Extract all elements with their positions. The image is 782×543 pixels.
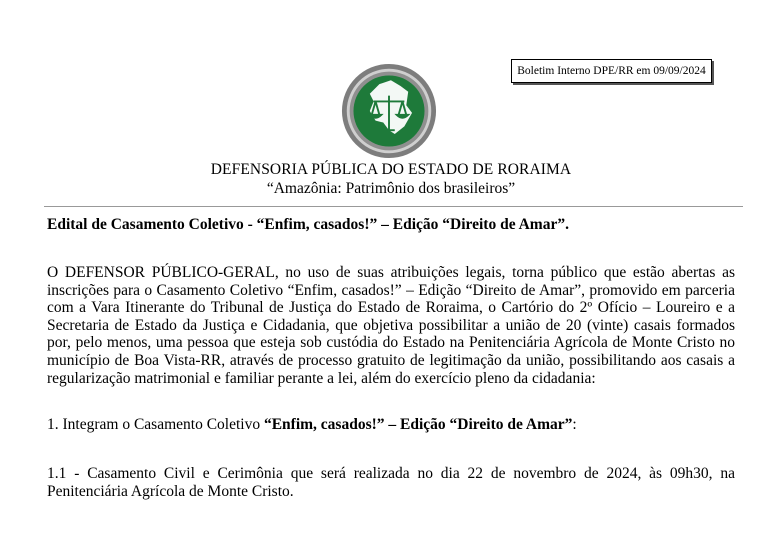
item-1-prefix: 1. Integram o Casamento Coletivo [47,416,264,433]
item-1-1: 1.1 - Casamento Civil e Cerimônia que será realizada no dia 22 de novembro de 2024, às 09h30, na Penitenciária Agrícola de Monte Cristo. [47,465,735,500]
defensoria-seal-logo [341,63,437,159]
bulletin-date-box: Boletim Interno DPE/RR em 09/09/2024 [511,59,712,83]
header-divider [44,206,743,207]
item-1 [47,416,577,434]
item-1-suffix: : [572,416,577,433]
item-1-bold-title: “Enfim, casados!” – Edição “Direito de Amar” [263,416,573,433]
intro-paragraph: O DEFENSOR PÚBLICO-GERAL, no uso de suas atribuições legais, torna público que estão abertas as inscrições para o Casamento Coletivo “Enfim, casados!” – Edição “Direito de Amar”, promovido em parceria com a Vara Itinerante do Tribunal de Justiça do Estado de Roraima, o Cartório do 2º Ofício – Loureiro e a Secretaria de Estado da Justiça e Cidadania, que objetiva possibilitar a união de 20 (vinte) casais formados por, pelo menos, uma pessoa que esteja sob custódia do Estado na Penitenciária Agrícola de Monte Cristo no município de Boa Vista-RR, através de processo gratuito de legitimação da união, possibilitando aos casais a regularização matrimonial e familiar perante a lei, além do exercício pleno da cidadania: [47,264,735,387]
document-title: Edital de Casamento Coletivo - “Enfim, casados!” – Edição “Direito de Amar”. [47,216,569,233]
organization-name: DEFENSORIA PÚBLICA DO ESTADO DE RORAIMA [210,161,572,178]
organization-motto: “Amazônia: Patrimônio dos brasileiros” [266,180,516,197]
